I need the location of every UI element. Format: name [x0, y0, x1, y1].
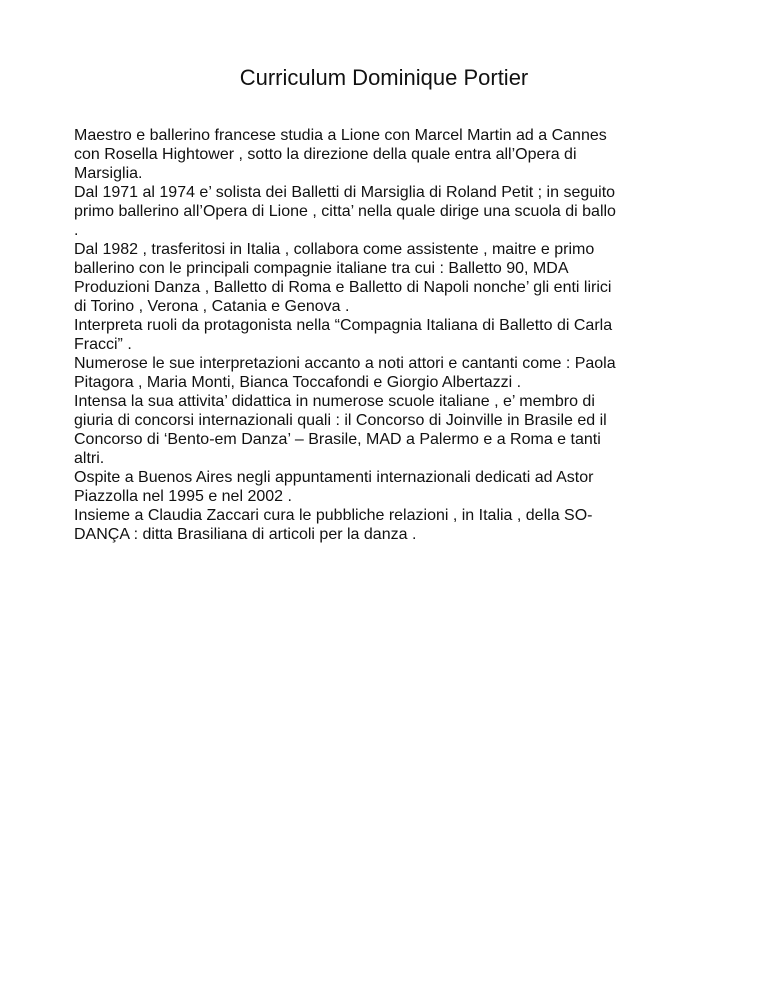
document-body [74, 126, 702, 544]
body-line: Intensa la sua attivita’ didattica in numerose scuole italiane , e’ membro di [74, 393, 595, 410]
body-line: Maestro e ballerino francese studia a Lione con Marcel Martin ad a Cannes [74, 127, 607, 144]
body-line: Insieme a Claudia Zaccari cura le pubbliche relazioni , in Italia , della SO- [74, 507, 593, 524]
body-line: Concorso di ‘Bento-em Danza’ – Brasile, MAD a Palermo e a Roma e tanti [74, 431, 601, 448]
body-line: Produzioni Danza , Balletto di Roma e Balletto di Napoli nonche’ gli enti lirici [74, 279, 612, 296]
page-title: Curriculum Dominique Portier [239, 65, 529, 90]
body-line: Fracci” . [74, 336, 132, 353]
body-line: primo ballerino all’Opera di Lione , citta’ nella quale dirige una scuola di ballo [74, 203, 616, 220]
body-line: con Rosella Hightower , sotto la direzione della quale entra all’Opera di [74, 146, 577, 163]
body-line: Dal 1971 al 1974 e’ solista dei Balletti di Marsiglia di Roland Petit ; in seguito [74, 184, 616, 201]
body-line: Interpreta ruoli da protagonista nella “Compagnia Italiana di Balletto di Carla [74, 317, 613, 334]
body-line: di Torino , Verona , Catania e Genova . [74, 298, 350, 315]
body-line: Marsiglia. [74, 165, 143, 182]
body-line: Dal 1982 , trasferitosi in Italia , collabora come assistente , maitre e primo [74, 241, 595, 258]
body-line: . [74, 222, 79, 239]
body-line: Piazzolla nel 1995 e nel 2002 . [74, 488, 292, 505]
body-line: DANÇA : ditta Brasiliana di articoli per la danza . [74, 526, 417, 543]
body-line: Ospite a Buenos Aires negli appuntamenti internazionali dedicati ad Astor [74, 469, 594, 486]
body-line: Pitagora , Maria Monti, Bianca Toccafondi e Giorgio Albertazzi . [74, 374, 522, 391]
body-line: altri. [74, 450, 105, 467]
body-line: ballerino con le principali compagnie italiane tra cui : Balletto 90, MDA [74, 260, 569, 277]
body-line: giuria di concorsi internazionali quali : il Concorso di Joinville in Brasile ed il [74, 412, 607, 429]
body-line: Numerose le sue interpretazioni accanto a noti attori e cantanti come : Paola [74, 355, 616, 372]
